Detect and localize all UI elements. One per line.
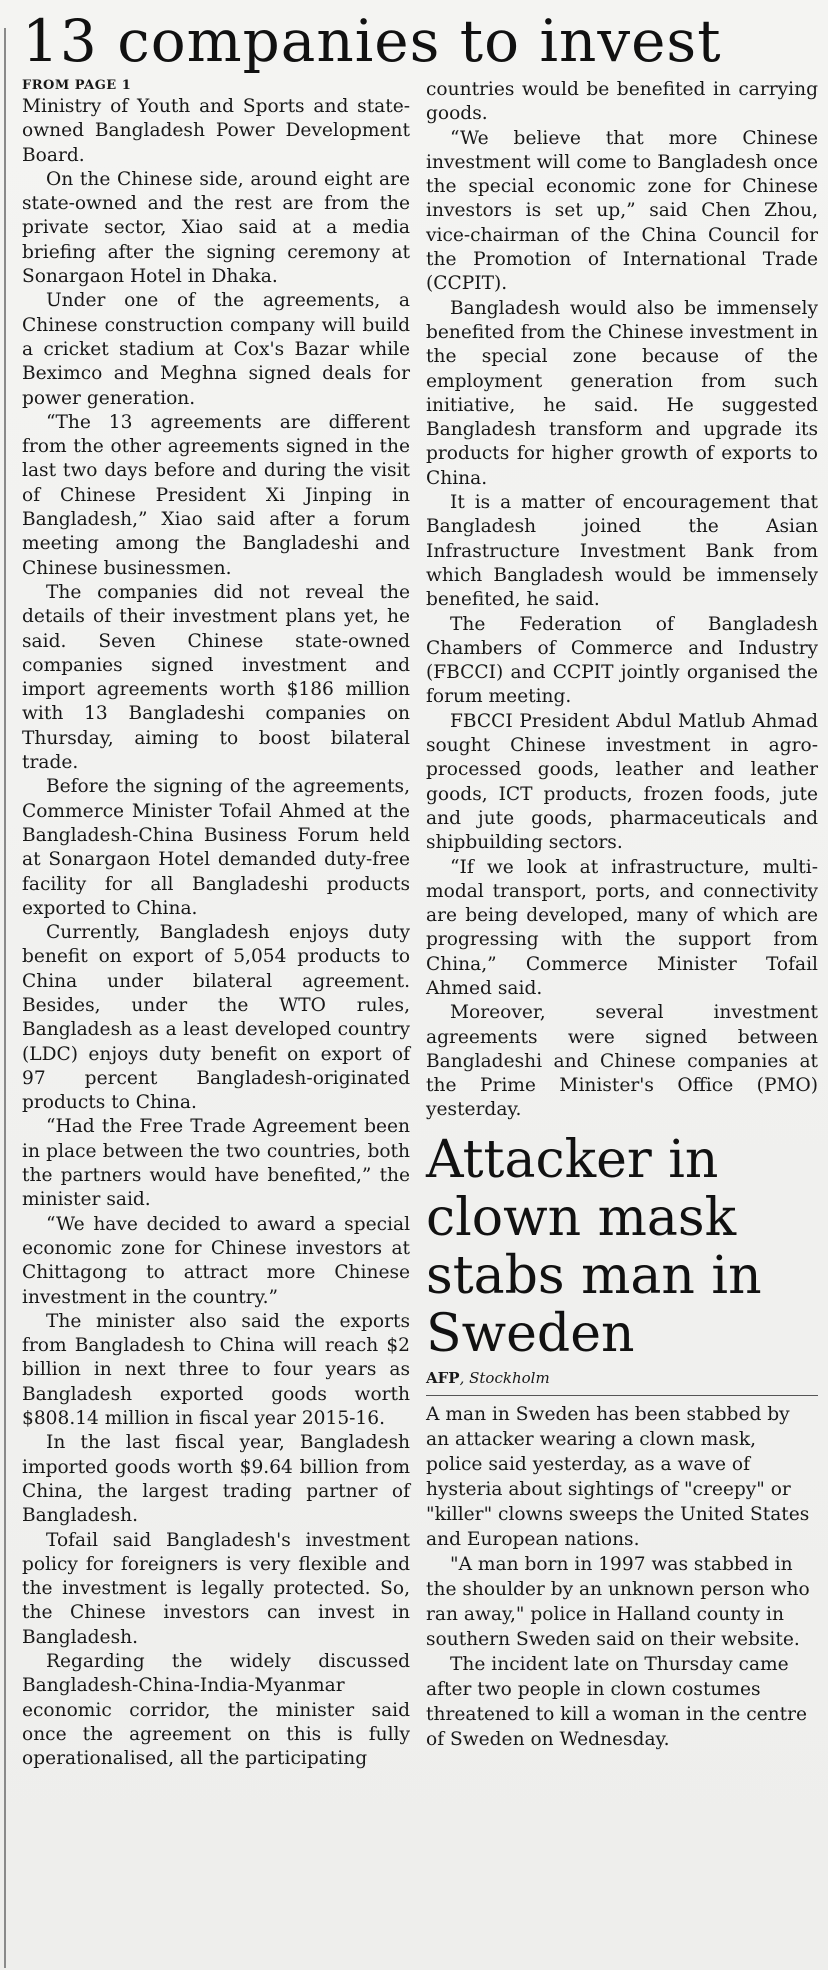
article-paragraph: Under one of the agreements, a Chinese construction company will build a cricket stadium at Cox's Bazar while Beximco and Meghna signed deals for power generation. — [22, 290, 411, 409]
byline-agency: AFP — [426, 1368, 460, 1387]
article-paragraph: The Federation of Bangladesh Chambers of Commerce and Industry (FBCCI) and CCPIT jointly organised the forum meeting. — [426, 613, 818, 708]
article-paragraph: "A man born in 1997 was stabbed in the shoulder by an unknown person who ran away," police in Halland county in southern Sweden said on their website. — [426, 1553, 810, 1650]
article-paragraph: “We believe that more Chinese investment will come to Bangladesh once the special economic zone for Chinese investors is set up,” said Chen Zhou, vice-chairman of the China Council for the Promotion of International Trade (CCPIT). — [426, 127, 818, 295]
article-paragraph: “The 13 agreements are different from the other agreements signed in the last two days before and during the visit of Chinese President Xi Jinping in Bangladesh,” Xiao said after a forum meeting among the Bangladeshi and Chinese businessmen. — [22, 411, 411, 579]
article-paragraph: Bangladesh would also be immensely benefited from the Chinese investment in the special zone because of the employment generation from such initiative, he said. He suggested Bangladesh transform and upgrade its products for higher growth of exports to China. — [426, 297, 818, 489]
article-paragraph: A man in Sweden has been stabbed by an attacker wearing a clown mask, police said yesterday, as a wave of hysteria about sightings of "creepy" or "killer" clowns sweeps the United States and European nations. — [426, 1403, 810, 1550]
article-paragraph: The minister also said the exports from Bangladesh to China will reach $2 billion in next three to four years as Bangladesh exported goods worth $808.14 million in fiscal year 2015-16. — [22, 1310, 411, 1430]
main-headline: 13 companies to invest — [22, 7, 722, 75]
article-paragraph: Before the signing of the agreements, Commerce Minister Tofail Ahmed at the Bangladesh-China Business Forum held at Sonargaon Hotel demanded duty-free facility for all Bangladeshi products exported to China. — [22, 776, 411, 919]
article-paragraph: In the last fiscal year, Bangladesh imported goods worth $9.64 billion from China, the largest trading partner of Bangladesh. — [22, 1432, 411, 1527]
byline-location: , Stockholm — [459, 1368, 550, 1387]
article-paragraph: Moreover, several investment agreements were signed between Bangladeshi and Chinese companies at the Prime Minister's Office (PMO) yesterday. — [426, 1002, 818, 1121]
article-paragraph: countries would be benefited in carrying goods. — [426, 79, 818, 125]
article-paragraph: FBCCI President Abdul Matlub Ahmad sought Chinese investment in agro-processed goods, leather and leather goods, ICT products, frozen foods, jute and jute goods, pharmaceuticals and shipbuilding sectors. — [426, 710, 818, 854]
article-paragraph: Ministry of Youth and Sports and state-owned Bangladesh Power Development Board. — [22, 96, 411, 166]
continued-from-kicker: FROM PAGE 1 — [22, 78, 132, 93]
side-article-body — [426, 1402, 818, 1752]
right-column — [426, 78, 818, 1771]
article-columns — [14, 78, 818, 1771]
article-paragraph: Currently, Bangladesh enjoys duty benefit on export of 5,054 products to China under bilateral agreement. Besides, under the WTO rules, Bangladesh as a least developed country (LDC) enjoys duty benefit on export of 97 percent Bangladesh-originated products to China. — [22, 922, 411, 1114]
side-headline: Attacker in clown mask stabs man in Sweden — [426, 1129, 762, 1364]
article-paragraph: Regarding the widely discussed Bangladesh-China-India-Myanmar economic corridor, the minister said once the agreement on this is fully operationalised, all the participating — [22, 1651, 411, 1770]
side-article — [426, 1131, 818, 1752]
article-paragraph: Tofail said Bangladesh's investment policy for foreigners is very flexible and the investment is legally protected. So, the Chinese investors can invest in Bangladesh. — [22, 1529, 411, 1648]
article-paragraph: The companies did not reveal the details of their investment plans yet, he said. Seven Chinese state-owned companies signed investment and import agreements worth $186 million with 13 Bangladeshi companies on Thursday, aiming to boost bilateral trade. — [22, 581, 411, 774]
article-paragraph: The incident late on Thursday came after two people in clown costumes threatened to kill a woman in the centre of Sweden on Wednesday. — [426, 1653, 807, 1750]
article-paragraph: “We have decided to award a special economic zone for Chinese investors at Chittagong to attract more Chinese investment in the country.” — [22, 1213, 411, 1308]
article-paragraph: “If we look at infrastructure, multi-modal transport, ports, and connectivity are being developed, many of which are progressing with the support from China,” Commerce Minister Tofail Ahmed said. — [426, 856, 818, 999]
left-column — [22, 78, 410, 1771]
byline — [426, 1369, 818, 1396]
article-paragraph: It is a matter of encouragement that Bangladesh joined the Asian Infrastructure Investment Bank from which Bangladesh would be immensely benefited, he said. — [426, 492, 818, 611]
article-paragraph: On the Chinese side, around eight are state-owned and the rest are from the private sector, Xiao said at a media briefing after the signing ceremony at Sonargaon Hotel in Dhaka. — [22, 168, 411, 288]
article-paragraph: “Had the Free Trade Agreement been in place between the two countries, both the partners would have benefited,” the minister said. — [22, 1116, 411, 1211]
